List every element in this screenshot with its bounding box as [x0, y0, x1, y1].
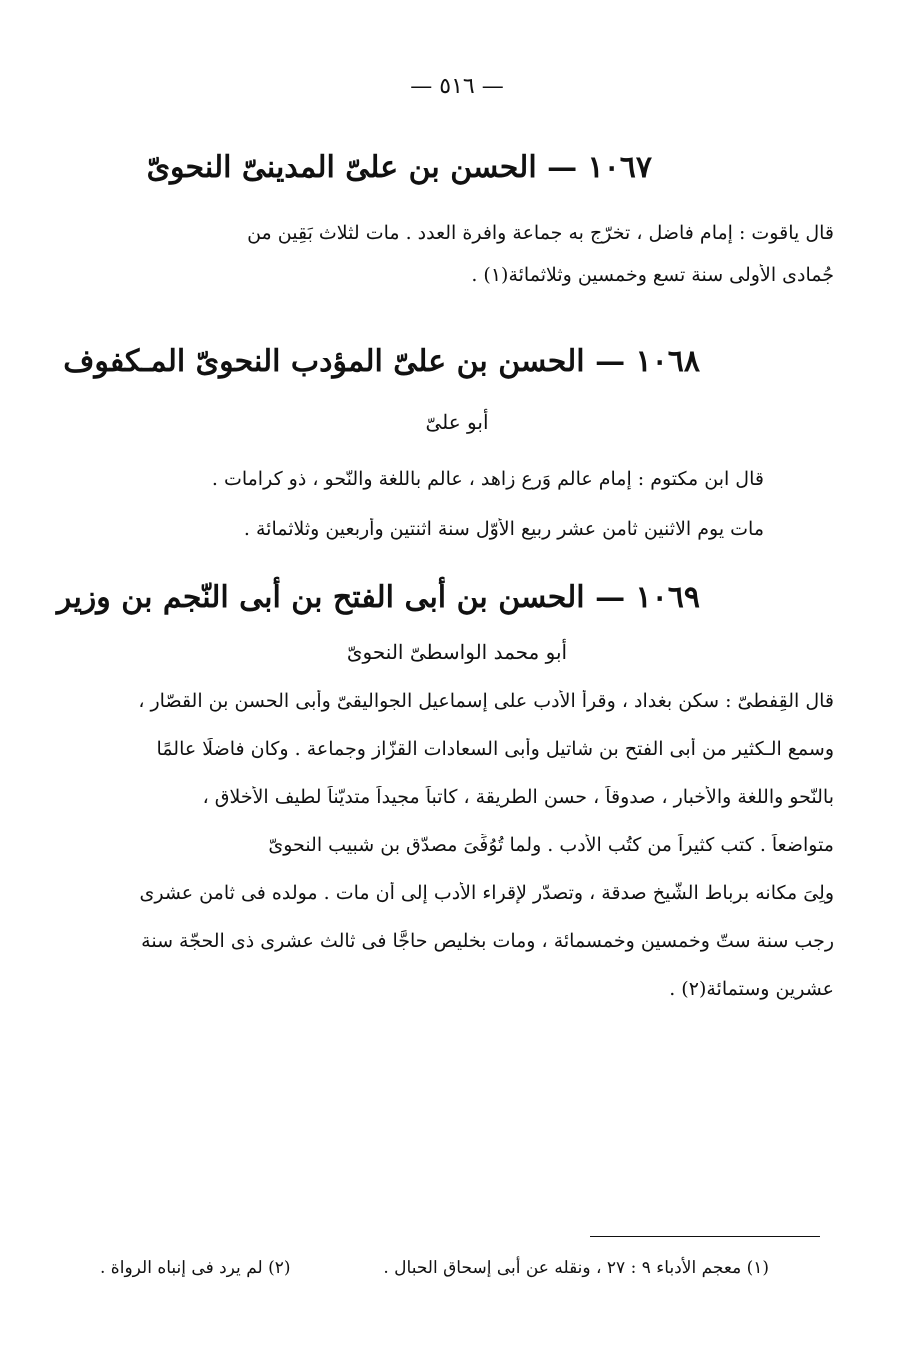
entry-1068-line-2: مات يوم الاثنين ثامن عشر ربيع الأوّل سنة اثنتين وأربعين وثلاثمائة .	[243, 518, 764, 540]
entry-1069-line-1: قال القِفطىّ : سكن بغداد ، وقرأ الأدب على إسماعيل الجواليقىّ وأبى الحسن بن القصّار ،	[138, 690, 834, 712]
entry-1069-line-3: بالنّحو واللغة والأخبار ، صدوقاً ، حسن الطريقة ، كاتباً مجيداً متديّناً لطيف الأخلاق ،	[202, 786, 834, 808]
entry-1069-line-5: ولِىَ مكانه برباط الشّيخ صدقة ، وتصدّر لإقراء الأدب إلى أن مات . مولده فى ثامن عشرى	[139, 882, 834, 904]
page-number: — ٥١٦ —	[410, 74, 504, 99]
footnote-2: (٢) لم يرد فى إنباه الرواة .	[100, 1258, 291, 1278]
footnote-1: (١) معجم الأدباء ٩ : ٢٧ ، ونقله عن أبى إسحاق الحبال .	[383, 1258, 769, 1278]
entry-1069-line-7: عشرين وستمائة(٢) .	[669, 978, 834, 1000]
entry-heading-1069: ١٠٦٩ — الحسن بن أبى الفتح بن أبى النّجم بن وزير	[56, 580, 700, 615]
entry-1067-line-1: قال ياقوت : إمام فاضل ، تخرّج به جماعة وافرة العدد . مات لثلاث بَقِين من	[247, 222, 834, 244]
entry-1069-kunya: أبو محمد الواسطىّ النحوىّ	[346, 640, 568, 664]
entry-1069-line-4: متواضعاً . كتب كثيراً من كتُب الأدب . ولما تُوُفِّىَ مصدّق بن شبيب النحوىّ	[268, 834, 834, 856]
entry-heading-1067: ١٠٦٧ — الحسن بن علىّ المدينىّ النحوىّ	[146, 150, 652, 185]
entry-1069-line-2: وسمع الـكثير من أبى الفتح بن شاتيل وأبى السعادات القزّاز وجماعة . وكان فاضلًا عالمًا	[156, 738, 834, 760]
entry-1068-line-1: قال ابن مكتوم : إمام عالم وَرِع زاهد ، عالم باللغة والنّحو ، ذو كرامات .	[211, 468, 764, 490]
entry-heading-1068: ١٠٦٨ — الحسن بن علىّ المؤدب النحوىّ المـكفوف	[63, 344, 700, 379]
footnote-rule	[590, 1236, 820, 1237]
entry-1068-kunya: أبو علىّ	[425, 410, 489, 434]
entry-1069-line-6: رجب سنة ستّ وخمسين وخمسمائة ، ومات بخليص حاجًّا فى ثالث عشرى ذى الحجّة سنة	[141, 930, 834, 952]
entry-1067-line-2: جُمادى الأولى سنة تسع وخمسين وثلاثمائة(١) .	[471, 264, 834, 286]
